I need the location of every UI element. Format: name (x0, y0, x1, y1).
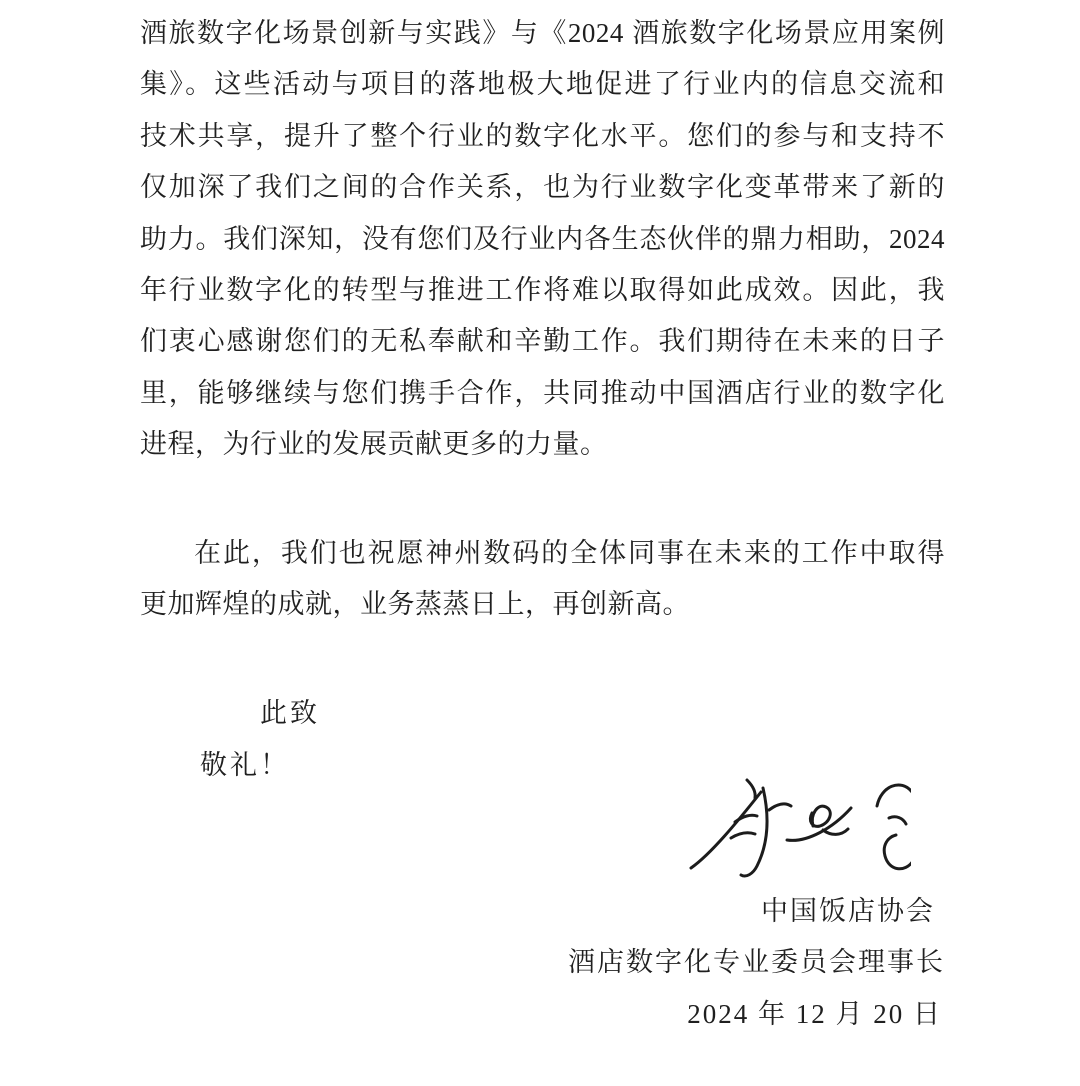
letter-line: 酒旅数字化场景创新与实践》与《2024 酒旅数字化场景应用案例 (140, 18, 945, 48)
letter-line: 助力。我们深知，没有您们及行业内各生态伙伴的鼎力相助，2024 (140, 223, 945, 254)
letter-line: 更加辉煌的成就，业务蒸蒸日上，再创新高。 (140, 589, 690, 620)
signoff-block (568, 886, 945, 1040)
letter-line: 里，能够继续与您们携手合作，共同推动中国酒店行业的数字化 (140, 377, 945, 408)
closing-salute-jingli: 敬礼！ (200, 750, 290, 780)
letter-line: 在此，我们也祝愿神州数码的全体同事在未来的工作中取得 (194, 538, 945, 568)
letter-line: 集》。这些活动与项目的落地极大地促进了行业内的信息交流和 (140, 69, 945, 100)
closing-salute-cizhi: 此致 (260, 698, 320, 728)
letter-date: 2024 年 12 月 20 日 (687, 998, 942, 1029)
letter-paragraph-1 (140, 8, 945, 471)
letter-paragraph-2 (140, 528, 945, 631)
sender-organization: 中国饭店协会 (761, 896, 935, 926)
letter-line: 进程，为行业的发展贡献更多的力量。 (140, 429, 608, 460)
letter-line: 仅加深了我们之间的合作关系，也为行业数字化变革带来了新的 (140, 172, 945, 203)
letter-line: 年行业数字化的转型与推进工作将难以取得如此成效。因此，我 (140, 275, 945, 306)
letter-line: 们衷心感谢您们的无私奉献和辛勤工作。我们期待在未来的日子 (140, 326, 945, 357)
letter-line: 技术共享，提升了整个行业的数字化水平。您们的参与和支持不 (140, 120, 945, 151)
sender-title: 酒店数字化专业委员会理事长 (568, 947, 945, 978)
handwritten-signature (683, 766, 911, 886)
